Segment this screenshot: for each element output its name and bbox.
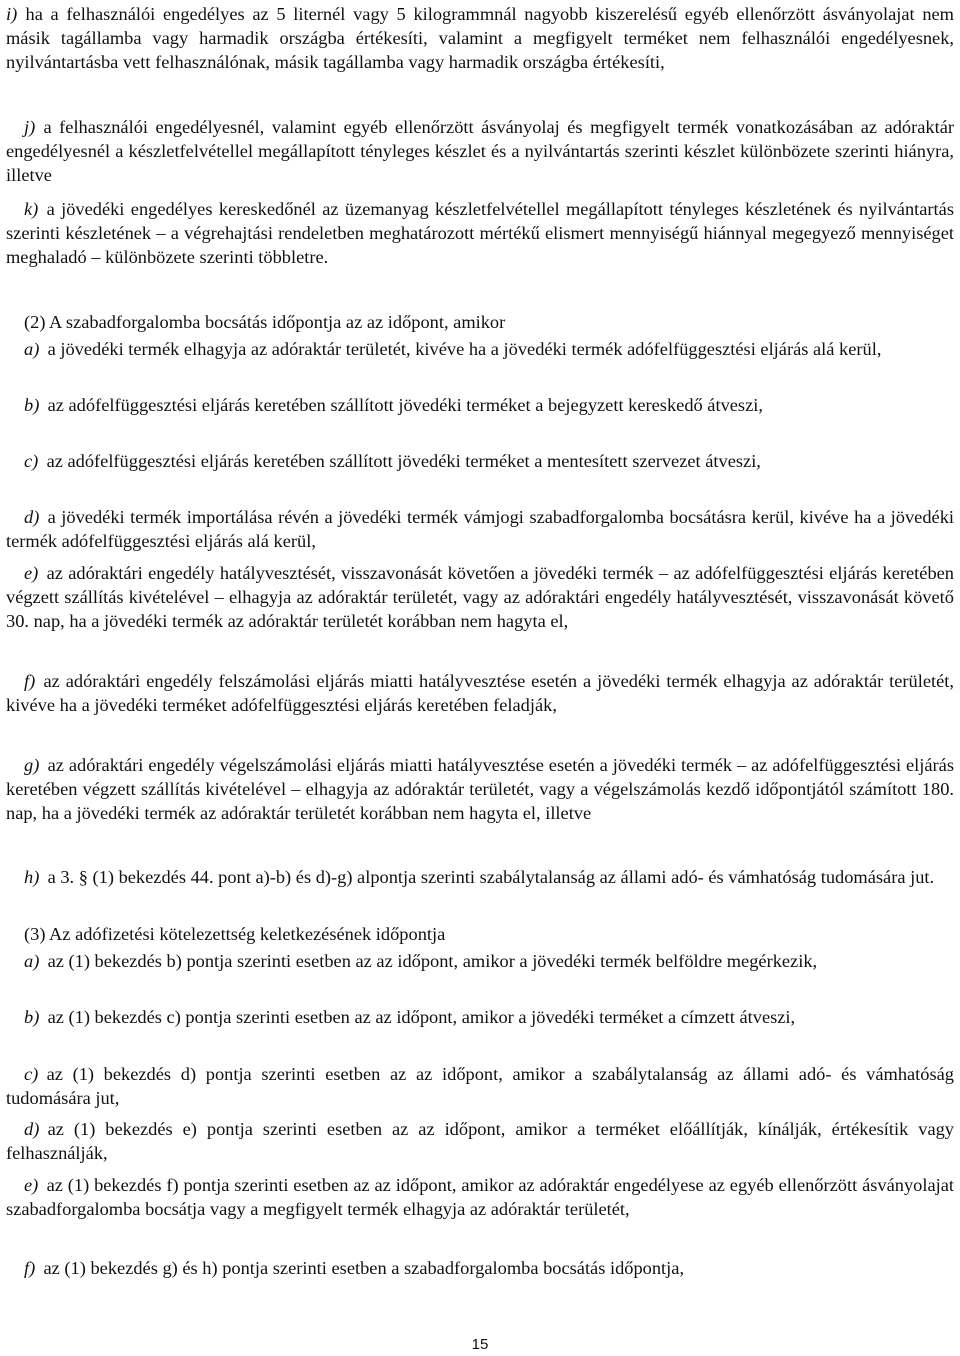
paragraph-2b: b) az adófelfüggesztési eljárás keretében szállított jövedéki terméket a bejegyzett kereskedő átveszi, — [24, 395, 763, 415]
page-number: 15 — [471, 1336, 489, 1353]
paragraph-2d: d) a jövedéki termék importálása révén a jövedéki termék vámjogi szabadforgalomba bocsátásra kerül, kivéve ha a jövedéki termék adófelfüggesztési eljárás alá kerül, — [6, 507, 954, 552]
paragraph-2f: f) az adóraktári engedély felszámolási eljárás miatti hatályvesztése esetén a jövedéki termék elhagyja az adóraktár területét, kivéve ha a jövedéki terméket adófelfüggesztési eljárás keretében feladják, — [6, 671, 954, 716]
section-3-heading: (3) Az adófizetési kötelezettség keletkezésének időpontja — [24, 924, 446, 944]
paragraph-2g: g) az adóraktári engedély végelszámolási eljárás miatti hatályvesztése esetén a jövedéki termék – az adófelfüggesztési eljárás keretében végzett szállítás kivételével – elhagyja az adóraktár területét, vagy a végelszámolás kezdő időpontjától számított 180. nap, ha a jövedéki termék az adóraktár területét korábban nem hagyta el, illetve — [6, 755, 954, 824]
paragraph-2e: e) az adóraktári engedély hatályvesztését, visszavonását követően a jövedéki termék – az adófelfüggesztési eljárás keretében végzett szállítás kivételével – elhagyja az adóraktár területét, vagy az adóraktári engedély hatályvesztését, visszavonását követő 30. nap, ha a jövedéki termék az adóraktár területét korábban nem hagyta el, — [6, 563, 954, 632]
paragraph-i: i) ha a felhasználói engedélyes az 5 liternél vagy 5 kilogrammnál nagyobb kiszerelésű egyéb ellenőrzött ásványolajat nem másik tagállamba vagy harmadik országba értékesíti, valamint a megfigyelt terméket nem felhasználói engedélyesnek, nyilvántartásba vett felhasználónak, másik tagállamba vagy harmadik országba értékesíti, — [6, 4, 954, 73]
paragraph-3b: b) az (1) bekezdés c) pontja szerinti esetben az az időpont, amikor a jövedéki terméket a címzett átveszi, — [24, 1007, 796, 1027]
paragraph-3a: a) az (1) bekezdés b) pontja szerinti esetben az az időpont, amikor a jövedéki termék belföldre megérkezik, — [24, 951, 818, 971]
paragraph-3c: c) az (1) bekezdés d) pontja szerinti esetben az az időpont, amikor a szabálytalanság az állami adó- és vámhatóság tudomására jut, — [6, 1064, 954, 1109]
paragraph-2c: c) az adófelfüggesztési eljárás keretében szállított jövedéki terméket a mentesített szervezet átveszi, — [24, 451, 761, 471]
paragraph-3f: f) az (1) bekezdés g) és h) pontja szerinti esetben a szabadforgalomba bocsátás időpontja, — [24, 1258, 685, 1278]
paragraph-k: k) a jövedéki engedélyes kereskedőnél az üzemanyag készletfelvétellel megállapított tényleges készletének és nyilvántartás szerinti készletének – a végrehajtási rendeletben meghatározott mértékű elismert mennyiségű hiánnyal megegyező mennyiséget meghaladó – különbözete szerinti többletre. — [6, 199, 954, 268]
paragraph-2h: h) a 3. § (1) bekezdés 44. pont a)-b) és d)-g) alpontja szerinti szabálytalanság az állami adó- és vámhatóság tudomására jut. — [24, 867, 935, 887]
paragraph-j: j) a felhasználói engedélyesnél, valamint egyéb ellenőrzött ásványolaj és megfigyelt termék vonatkozásában az adóraktár engedélyesnél a készletfelvétellel megállapított tényleges készlet és a nyilvántartás szerinti készlet különbözete szerinti hiányra, illetve — [6, 117, 954, 186]
paragraph-3e: e) az (1) bekezdés f) pontja szerinti esetben az az időpont, amikor az adóraktár engedélyese az egyéb ellenőrzött ásványolajat szabadforgalomba bocsátja vagy a megfigyelt termék elhagyja az adóraktár területét, — [6, 1175, 954, 1220]
paragraph-3d: d) az (1) bekezdés e) pontja szerinti esetben az az időpont, amikor a terméket előállítják, kínálják, értékesítik vagy felhasználják, — [6, 1119, 954, 1164]
paragraph-2a: a) a jövedéki termék elhagyja az adóraktár területét, kivéve ha a jövedéki termék adófelfüggesztési eljárás alá kerül, — [24, 339, 882, 359]
section-2-heading: (2) A szabadforgalomba bocsátás időpontja az az időpont, amikor — [24, 312, 506, 332]
